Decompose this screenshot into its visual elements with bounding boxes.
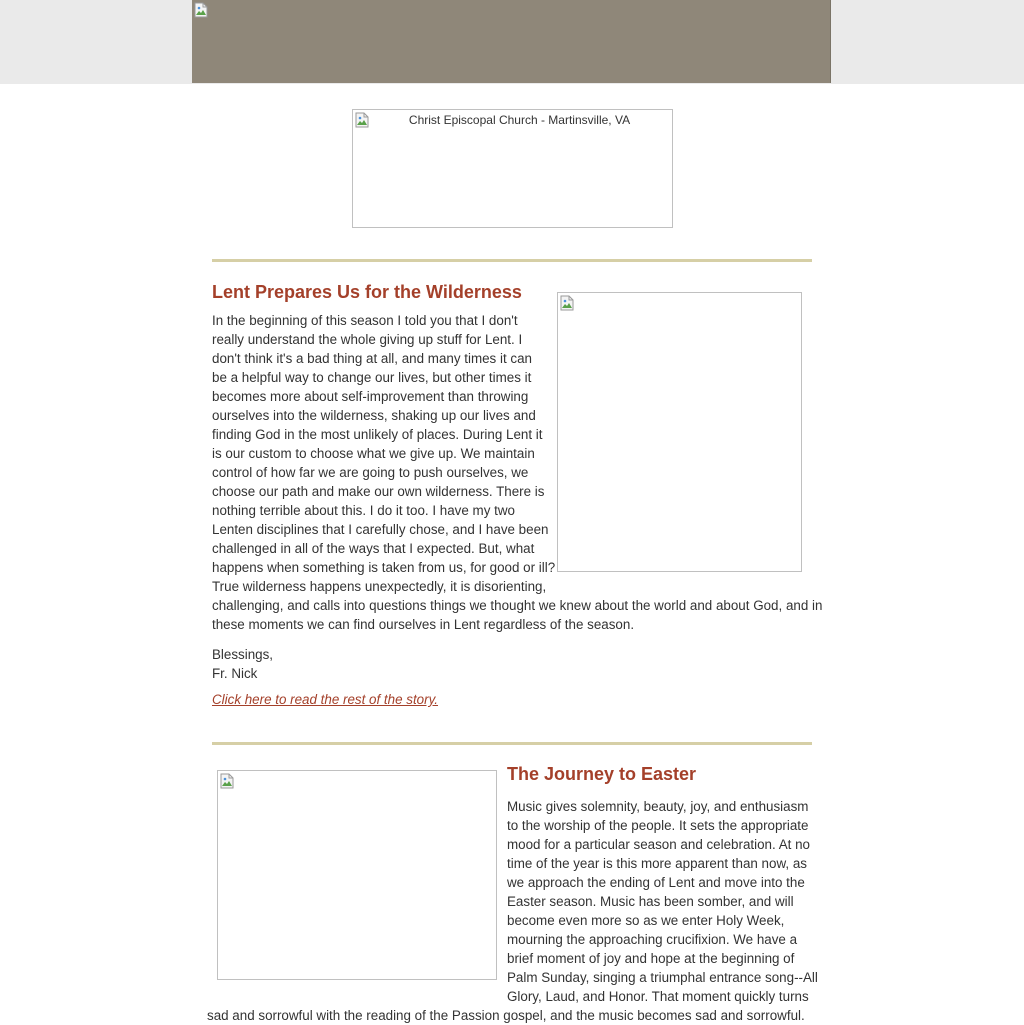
body-line: is our custom to choose what we give up. We maintain	[212, 446, 535, 461]
section-divider	[212, 259, 812, 262]
broken-image-icon	[194, 2, 208, 18]
article-body-continued	[207, 1006, 805, 1025]
body-line: challenged in all of the ways that I expected. But, what	[212, 541, 535, 556]
read-more-link[interactable]: Click here to read the rest of the story.	[212, 692, 439, 707]
body-line: Easter season. Music has been somber, and will	[507, 894, 794, 909]
body-line: we approach the ending of Lent and move into the	[507, 875, 805, 890]
header-banner	[192, 0, 831, 83]
body-line: mourning the approaching crucifixion. We have a	[507, 932, 798, 947]
church-logo-image	[352, 109, 673, 228]
article-body	[212, 311, 822, 634]
body-line: happens when something is taken from us, for good or ill?	[212, 560, 556, 575]
body-line: becomes more about self-improvement than throwing	[212, 389, 529, 404]
body-line: be a helpful way to change our lives, but other times it	[212, 370, 532, 385]
body-line: Music gives solemnity, beauty, joy, and enthusiasm	[507, 799, 809, 814]
body-line: don't think it's a bad thing at all, and many times it can	[212, 351, 532, 366]
article-signoff	[212, 645, 273, 683]
article-image	[217, 770, 497, 980]
logo-alt-text: Christ Episcopal Church - Martinsville, VA	[408, 113, 631, 127]
body-line: Lenten disciplines that I carefully chose, and I have been	[212, 522, 549, 537]
article-body	[507, 797, 818, 1006]
body-line: sad and sorrowful with the reading of the Passion gospel, and the music becomes sad and sorrowful.	[207, 1008, 805, 1023]
body-line: time of the year is this more apparent than now, as	[507, 856, 807, 871]
body-line: finding God in the most unlikely of places. During Lent it	[212, 427, 543, 442]
body-line: choose our path and make our own wilderness. There is	[212, 484, 545, 499]
body-line: Palm Sunday, singing a triumphal entrance song--All	[507, 970, 818, 985]
article-title: Lent Prepares Us for the Wilderness	[212, 282, 522, 302]
body-line: mood for a particular season and celebration. At no	[507, 837, 810, 852]
body-line: these moments we can find ourselves in Lent regardless of the season.	[212, 617, 635, 632]
body-line: ourselves into the wilderness, shaking up our lives and	[212, 408, 536, 423]
body-line: challenging, and calls into questions things we thought we knew about the world and about God, and in	[212, 598, 823, 613]
body-line: to the worship of the people. It sets the appropriate	[507, 818, 809, 833]
body-line: Glory, Laud, and Honor. That moment quickly turns	[507, 989, 809, 1004]
signoff-author: Fr. Nick	[212, 666, 258, 681]
broken-image-icon	[560, 295, 574, 311]
body-line: become even more so as we enter Holy Week,	[507, 913, 785, 928]
article-title: The Journey to Easter	[507, 764, 697, 784]
body-line: brief moment of joy and hope at the beginning of	[507, 951, 795, 966]
body-line: nothing terrible about this. I do it too. I have my two	[212, 503, 515, 518]
body-line: True wilderness happens unexpectedly, it is disorienting,	[212, 579, 547, 594]
body-line: In the beginning of this season I told you that I don't	[212, 313, 518, 328]
body-line: control of how far we are going to push ourselves, we	[212, 465, 529, 480]
broken-image-icon	[220, 773, 234, 789]
signoff-greeting: Blessings,	[212, 647, 274, 662]
section-divider	[212, 742, 812, 745]
body-line: really understand the whole giving up stuff for Lent. I	[212, 332, 523, 347]
